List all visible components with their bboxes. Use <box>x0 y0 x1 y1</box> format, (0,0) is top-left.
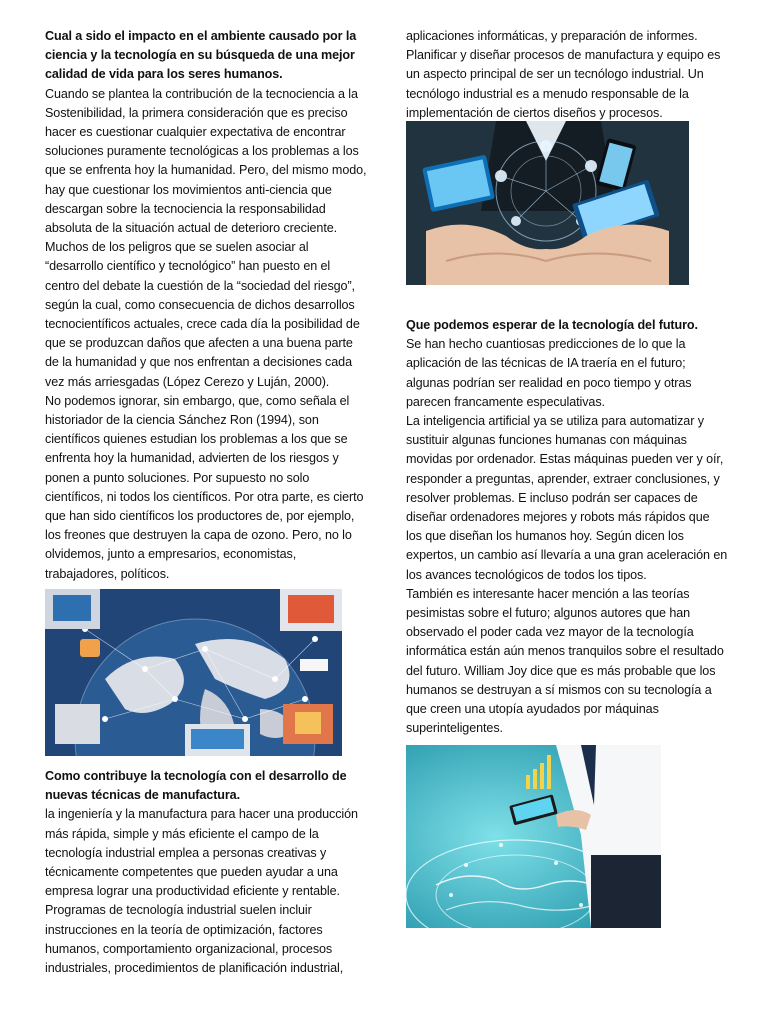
businessman-tablet-image <box>406 745 661 928</box>
left-column-lower <box>45 767 367 978</box>
right-column-lower <box>406 316 728 738</box>
paragraph: No podemos ignorar, sin embargo, que, como señala el historiador de la ciencia Sánchez Ron (1994), son científicos quienes estudian los problemas a los que se enfrenta hoy la humanidad, advierten de los riesgos y ponen a punto soluciones. Por supuesto no solo científicos, ni todos los científicos. Por otra parte, es cierto que han sido científicos los productores de, por ejemplo, los freones que destruyen la capa de ozono. Pero, no lo olvidemos, junto a empresarios, economistas, trabajadores, políticos. <box>45 393 364 581</box>
paragraph: La inteligencia artificial ya se utiliza para automatizar y sustituir algunas funciones humanas con máquinas movidas por ordenador. Estas máquinas pueden ver y oír, responder a preguntas, aprender, extraer conclusiones, y resolver problemas. E incluso podrán ser capaces de diseñar ordenadores mejores y robots más rápidos que los que diseñan los humanos hoy. Según dicen los expertos, un cambio así llevaría a una gran aceleración en los avances tecnológicos de todos los tipos. <box>406 414 728 582</box>
section-heading-impact: Cual a sido el impacto en el ambiente causado por la ciencia y la tecnología en su búsqueda de una mejor calidad de vida para los seres humanos. <box>45 29 357 82</box>
left-column <box>45 27 367 584</box>
world-network-image <box>45 589 342 756</box>
section-heading-manufacturing: Como contribuye la tecnología con el desarrollo de nuevas técnicas de manufactura. <box>45 769 347 803</box>
paragraph: la ingeniería y la manufactura para hacer una producción más rápida, simple y más eficiente el campo de la tecnología industrial emplea a personas creativas y técnicamente competentes que pueden ayudar a una empresa lograr una productividad eficiente y rentable. Programas de tecnología industrial suelen incluir instrucciones en la teoría de optimización, factores humanos, comportamiento organizacional, procesos industriales, procedimientos de planificación industrial, <box>45 807 358 976</box>
paragraph: Se han hecho cuantiosas predicciones de lo que la aplicación de las técnicas de IA traería en el futuro; algunas podrían ser realidad en poco tiempo y otras parecen francamente especulativas. <box>406 337 692 409</box>
paragraph: Cuando se plantea la contribución de la tecnociencia a la Sostenibilidad, la primera consideración que es preciso hacer es cuestionar cualquier expectativa de encontrar soluciones puramente tecnológicas a los problemas a los que se enfrenta hoy la humanidad. Pero, del mismo modo, hay que cuestionar los movimientos anti-ciencia que descargan sobre la tecnociencia la responsabilidad absoluta de la situación actual de deterioro creciente. Muchos de los peligros que se suelen asociar al “desarrollo científico y tecnológico” han puesto en el centro del debate la cuestión de la “sociedad del riesgo”, según la cual, como consecuencia de dichos desarrollos tecnocientíficos actuales, crece cada día la posibilidad de que se produzcan daños que afecten a una buena parte de la humanidad y que nos enfrentan a decisiones cada vez más arriesgadas (López Cerezo y Luján, 2000). <box>45 86 367 389</box>
section-heading-future: Que podemos esperar de la tecnología del futuro. <box>406 318 698 332</box>
paragraph-continuation: aplicaciones informáticas, y preparación de informes. Planificar y diseñar procesos de manufactura y equipo es un aspecto principal de ser un tecnólogo industrial. Un tecnólogo industrial es a menudo responsable de la implementación de ciertos diseños y procesos. <box>406 29 721 120</box>
paragraph: También es interesante hacer mención a las teorías pesimistas sobre el futuro; algunos autores que han observado el poder cada vez mayor de la tecnología informática están aún menos tranquilos sobre el resultado del futuro. William Joy dice que es más probable que los humanos se destruyan a sí mismos con su tecnología a que creen una utopía ayudados por máquinas superinteligentes. <box>406 586 724 736</box>
hands-devices-image <box>406 121 689 285</box>
right-column <box>406 27 728 123</box>
